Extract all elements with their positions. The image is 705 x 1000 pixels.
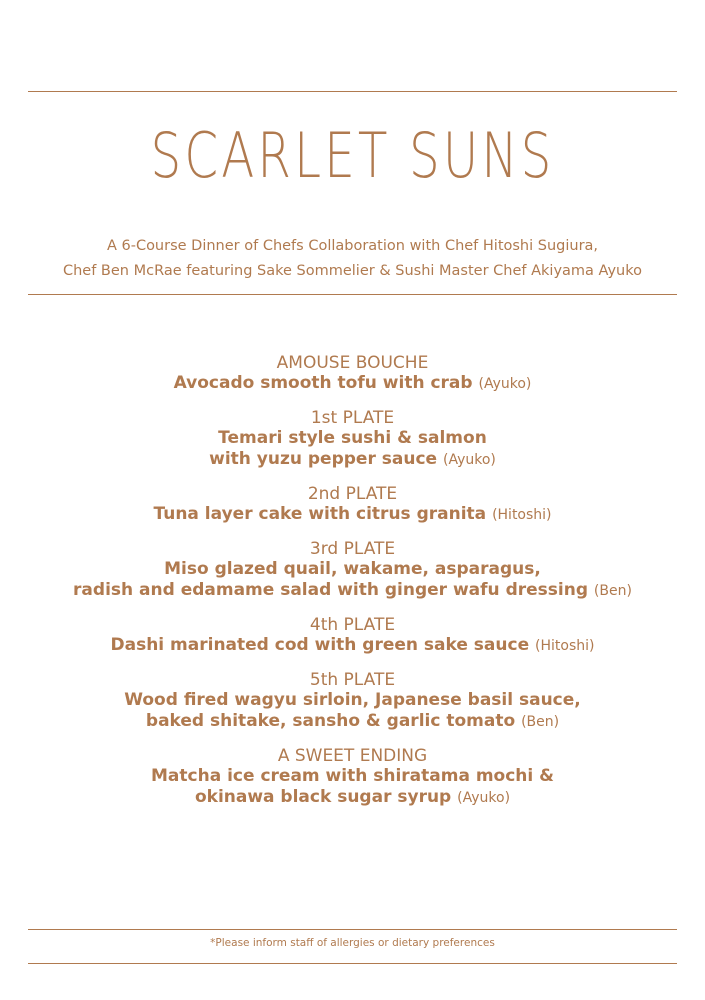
chef-credit: (Ayuko) bbox=[442, 452, 496, 468]
dish-line: Wood fired wagyu sirloin, Japanese basil sauce, bbox=[124, 690, 581, 710]
allergy-note: *Please inform staff of allergies or dietary preferences bbox=[210, 937, 495, 949]
dish-line: Miso glazed quail, wakame, asparagus, bbox=[164, 559, 541, 579]
course-sweet-ending bbox=[0, 747, 705, 809]
course-label: 1st PLATE bbox=[310, 408, 395, 428]
course-amouse-bouche bbox=[0, 354, 705, 395]
chef-credit: (Hitoshi) bbox=[492, 507, 552, 523]
subtitle-line-2: Chef Ben McRae featuring Sake Sommelier & Sushi Master Chef Akiyama Ayuko bbox=[62, 263, 642, 279]
dish-line: Temari style sushi & salmon bbox=[218, 428, 487, 448]
footer-divider-bottom bbox=[28, 963, 677, 964]
dish-line: okinawa black sugar syrup (Ayuko) bbox=[194, 787, 511, 807]
dish-line: Tuna layer cake with citrus granita (Hitoshi) bbox=[153, 504, 552, 524]
course-label: 3rd PLATE bbox=[309, 539, 396, 559]
chef-credit: (Hitoshi) bbox=[535, 638, 595, 654]
course-label: 4th PLATE bbox=[309, 615, 396, 635]
course-5th-plate bbox=[0, 671, 705, 733]
course-label: AMOUSE BOUCHE bbox=[276, 353, 429, 373]
course-3rd-plate bbox=[0, 540, 705, 602]
course-4th-plate bbox=[0, 616, 705, 657]
course-label: 2nd PLATE bbox=[307, 484, 398, 504]
top-divider bbox=[28, 91, 677, 92]
dish-line: Matcha ice cream with shiratama mochi & bbox=[151, 766, 554, 786]
dish-line: Avocado smooth tofu with crab (Ayuko) bbox=[173, 373, 532, 393]
chef-credit: (Ben) bbox=[593, 583, 632, 599]
menu-subtitle bbox=[0, 234, 705, 284]
dish-line: radish and edamame salad with ginger wafu dressing (Ben) bbox=[73, 580, 632, 600]
menu-title: SCARLET SUNS bbox=[150, 119, 555, 192]
course-list bbox=[0, 354, 705, 823]
chef-credit: (Ayuko) bbox=[478, 376, 532, 392]
dish-line: with yuzu pepper sauce (Ayuko) bbox=[209, 449, 496, 469]
header-divider bbox=[28, 294, 677, 295]
footer-divider-top bbox=[28, 929, 677, 930]
subtitle-line-1: A 6-Course Dinner of Chefs Collaboration with Chef Hitoshi Sugiura, bbox=[106, 238, 599, 254]
course-2nd-plate bbox=[0, 485, 705, 526]
course-label: A SWEET ENDING bbox=[277, 746, 428, 766]
dish-line: Dashi marinated cod with green sake sauce (Hitoshi) bbox=[110, 635, 595, 655]
dish-line: baked shitake, sansho & garlic tomato (Ben) bbox=[145, 711, 560, 731]
course-label: 5th PLATE bbox=[309, 670, 396, 690]
course-1st-plate bbox=[0, 409, 705, 471]
chef-credit: (Ayuko) bbox=[457, 790, 511, 806]
chef-credit: (Ben) bbox=[521, 714, 560, 730]
